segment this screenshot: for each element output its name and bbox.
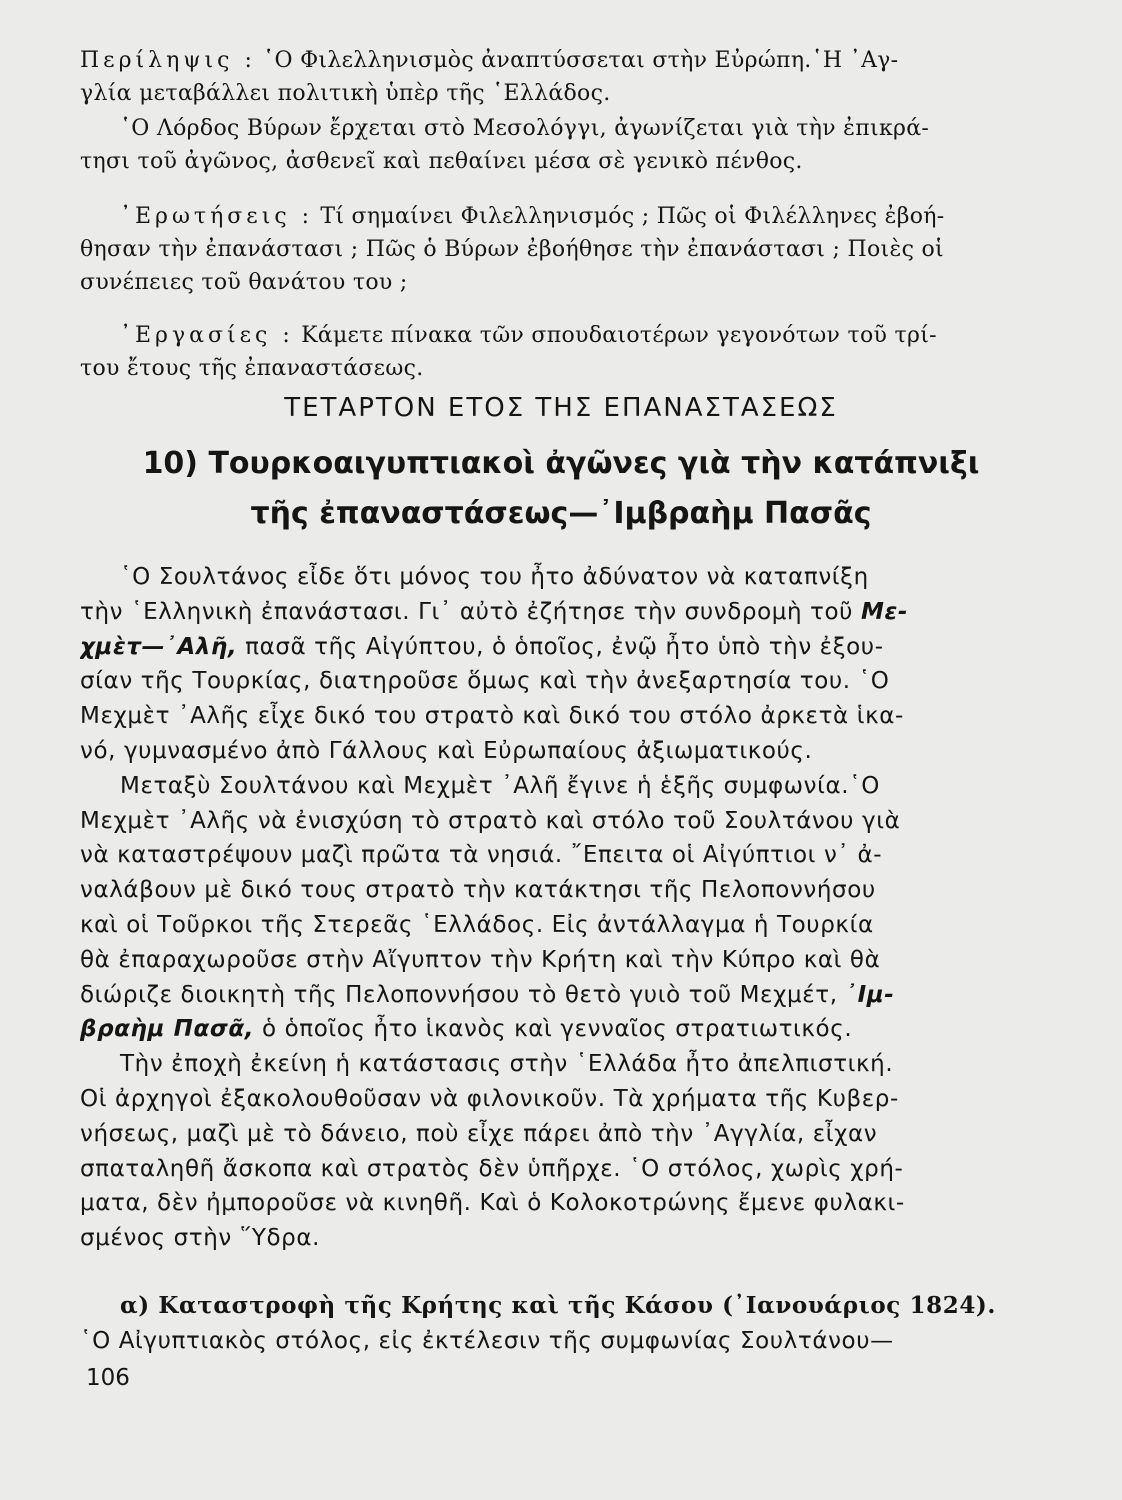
p2-line-5: καὶ οἱ Τοῦρκοι τῆς Στερεᾶς ῾Ελλάδος. Εἰς ἀντάλλαγμα ἡ Τουρκία: [80, 911, 874, 938]
p2-line-8-text: ὁ ὁποῖος ἦτο ἱκανὸς καὶ γενναῖος στρατιωτικός.: [254, 1016, 853, 1043]
chapter-heading-line-2: τῆς ἐπαναστάσεως—᾿Ιμβραὴμ Πασᾶς: [250, 496, 872, 531]
summary-text-1: ῾Ο Φιλελληνισμὸς ἀναπτύσσεται στὴν Εὐρώπη.῾Η ᾿Αγ-: [263, 48, 899, 73]
mehmet-ali-name-part: Με-: [861, 598, 909, 625]
p3-line-5: ματα, δὲν ἠμποροῦσε νὰ κινηθῆ. Καὶ ὁ Κολοκοτρώνης ἔμενε φυλακι-: [80, 1190, 905, 1217]
p2-line-2: Μεχμὲτ ᾿Αλῆς νὰ ἐνισχύση τὸ στρατὸ καὶ στόλο τοῦ Σουλτάνου γιὰ: [80, 807, 901, 834]
tasks-text-1: Κάμετε πίνακα τῶν σπουδαιοτέρων γεγονότων τοῦ τρί-: [301, 323, 937, 348]
subsection-heading: α) Καταστροφὴ τῆς Κρήτης καὶ τῆς Κάσου (᾿Ιανουάριος 1824).: [120, 1291, 997, 1319]
p3-line-3: νήσεως, μαζὶ μὲ τὸ δάνειο, ποὺ εἶχε πάρει ἀπὸ τὴν ᾿Αγγλία, εἶχαν: [80, 1120, 878, 1147]
tasks-label: ᾿Εργασίες :: [120, 323, 294, 348]
tasks-line-1: [80, 319, 1045, 352]
p2-line-8: [80, 1012, 1045, 1047]
questions-line-3: συνέπειες τοῦ θανάτου του ;: [80, 270, 408, 295]
p2-line-1: Μεταξὺ Σουλτάνου καὶ Μεχμὲτ ᾿Αλῆ ἔγινε ἡ ἑξῆς συμφωνία.῾Ο: [120, 772, 880, 799]
chapter-review-block: [80, 44, 1045, 385]
questions-text-1: Τί σημαίνει Φιλελληνισμός ; Πῶς οἱ Φιλέλληνες ἐβοή-: [320, 204, 945, 229]
body-text: [80, 560, 1045, 1359]
p2-line-7: [80, 978, 1045, 1013]
tasks-line-2: του ἔτους τῆς ἐπαναστάσεως.: [80, 356, 424, 381]
p1-line-5: Μεχμὲτ ᾿Αλῆς εἶχε δικό του στρατὸ καὶ δικό του στόλο ἀρκετὰ ἱκα-: [80, 703, 904, 730]
p1-line-3-text: πασᾶ τῆς Αἰγύπτου, ὁ ὁποῖος, ἐνῷ ἦτο ὑπὸ τὴν ἐξου-: [237, 633, 884, 660]
subsection-line-1: ῾Ο Αἰγυπτιακὸς στόλος, εἰς ἐκτέλεσιν τῆς συμφωνίας Σουλτάνου—: [80, 1327, 894, 1354]
p3-line-1: Τὴν ἐποχὴ ἐκείνη ἡ κατάστασις στὴν ῾Ελλάδα ἦτο ἀπελπιστική.: [120, 1051, 894, 1078]
section-title: ΤΕΤΑΡΤΟΝ ΕΤΟΣ ΤΗΣ ΕΠΑΝΑΣΤΑΣΕΩΣ: [284, 393, 838, 423]
summary-line-4: τησι τοῦ ἀγῶνος, ἀσθενεῖ καὶ πεθαίνει μέσα σὲ γενικὸ πένθος.: [80, 149, 803, 174]
p3-line-4: σπαταληθῆ ἄσκοπα καὶ στρατὸς δὲν ὑπῆρχε. ῾Ο στόλος, χωρὶς χρή-: [80, 1155, 904, 1182]
ibrahim-pasha-name: βραὴμ Πασᾶ,: [80, 1016, 255, 1043]
questions-label: ᾿Ερωτήσεις :: [120, 204, 314, 229]
ibrahim-name-part: ᾿Ιμ-: [845, 981, 895, 1008]
questions-line-2: θησαν τὴν ἐπανάστασι ; Πῶς ὁ Βύρων ἐβοήθησε τὴν ἐπανάστασι ; Ποιὲς οἱ: [80, 237, 944, 262]
summary-line-3: ῾Ο Λόρδος Βύρων ἔρχεται στὸ Μεσολόγγι, ἀγωνίζεται γιὰ τὴν ἐπικρά-: [120, 116, 930, 141]
p1-line-3: [80, 630, 1045, 665]
chapter-heading-line-1: 10) Τουρκοαιγυπτιακοὶ ἀγῶνες γιὰ τὴν κατάπνιξι: [142, 446, 980, 481]
p2-line-6: θὰ ἐπαραχωροῦσε στὴν Αἴγυπτον τὴν Κρήτη καὶ τὴν Κύπρο καὶ θὰ: [80, 946, 881, 973]
p2-line-4: ναλάβουν μὲ δικό τους στρατὸ τὴν κατάκτησι τῆς Πελοποννήσου: [80, 877, 876, 904]
p2-line-7-text: διώριζε διοικητὴ τῆς Πελοποννήσου τὸ θετὸ γυιὸ τοῦ Μεχμέτ,: [80, 981, 846, 1008]
p3-line-2: Οἱ ἀρχηγοὶ ἐξακολουθοῦσαν νὰ φιλονικοῦν. Τὰ χρήματα τῆς Κυβερ-: [80, 1085, 899, 1112]
questions-line-1: [80, 200, 1045, 233]
p1-line-2: [80, 595, 1045, 630]
p1-line-1: ῾Ο Σουλτάνος εἶδε ὅτι μόνος του ἦτο ἀδύνατον νὰ καταπνίξη: [120, 564, 869, 590]
p2-line-3: νὰ καταστρέψουν μαζὶ πρῶτα τὰ νησιά. ῎Επειτα οἱ Αἰγύπτιοι ν᾿ ἀ-: [80, 842, 883, 869]
summary-label: Περίληψις :: [80, 48, 256, 73]
page-number: 106: [86, 1365, 130, 1391]
p1-line-4: σίαν τῆς Τουρκίας, διατηροῦσε ὅμως καὶ τὴν ἀνεξαρτησία του. ῾Ο: [80, 668, 890, 695]
summary-line-1: [80, 44, 1045, 77]
summary-line-2: γλία μεταβάλλει πολιτικὴ ὑπὲρ τῆς ῾Ελλάδος.: [80, 81, 611, 106]
p1-line-2-text: τὴν ῾Ελληνικὴ ἐπανάστασι. Γι᾿ αὐτὸ ἐζήτησε τὴν συνδρομὴ τοῦ: [80, 598, 861, 625]
p3-line-6: σμένος στὴν ῞Υδρα.: [80, 1225, 321, 1252]
p1-line-6: νό, γυμνασμένο ἀπὸ Γάλλους καὶ Εὐρωπαίους ἀξιωματικούς.: [80, 737, 813, 764]
mehmet-ali-name: χμὲτ—᾿Αλῆ,: [80, 633, 238, 660]
